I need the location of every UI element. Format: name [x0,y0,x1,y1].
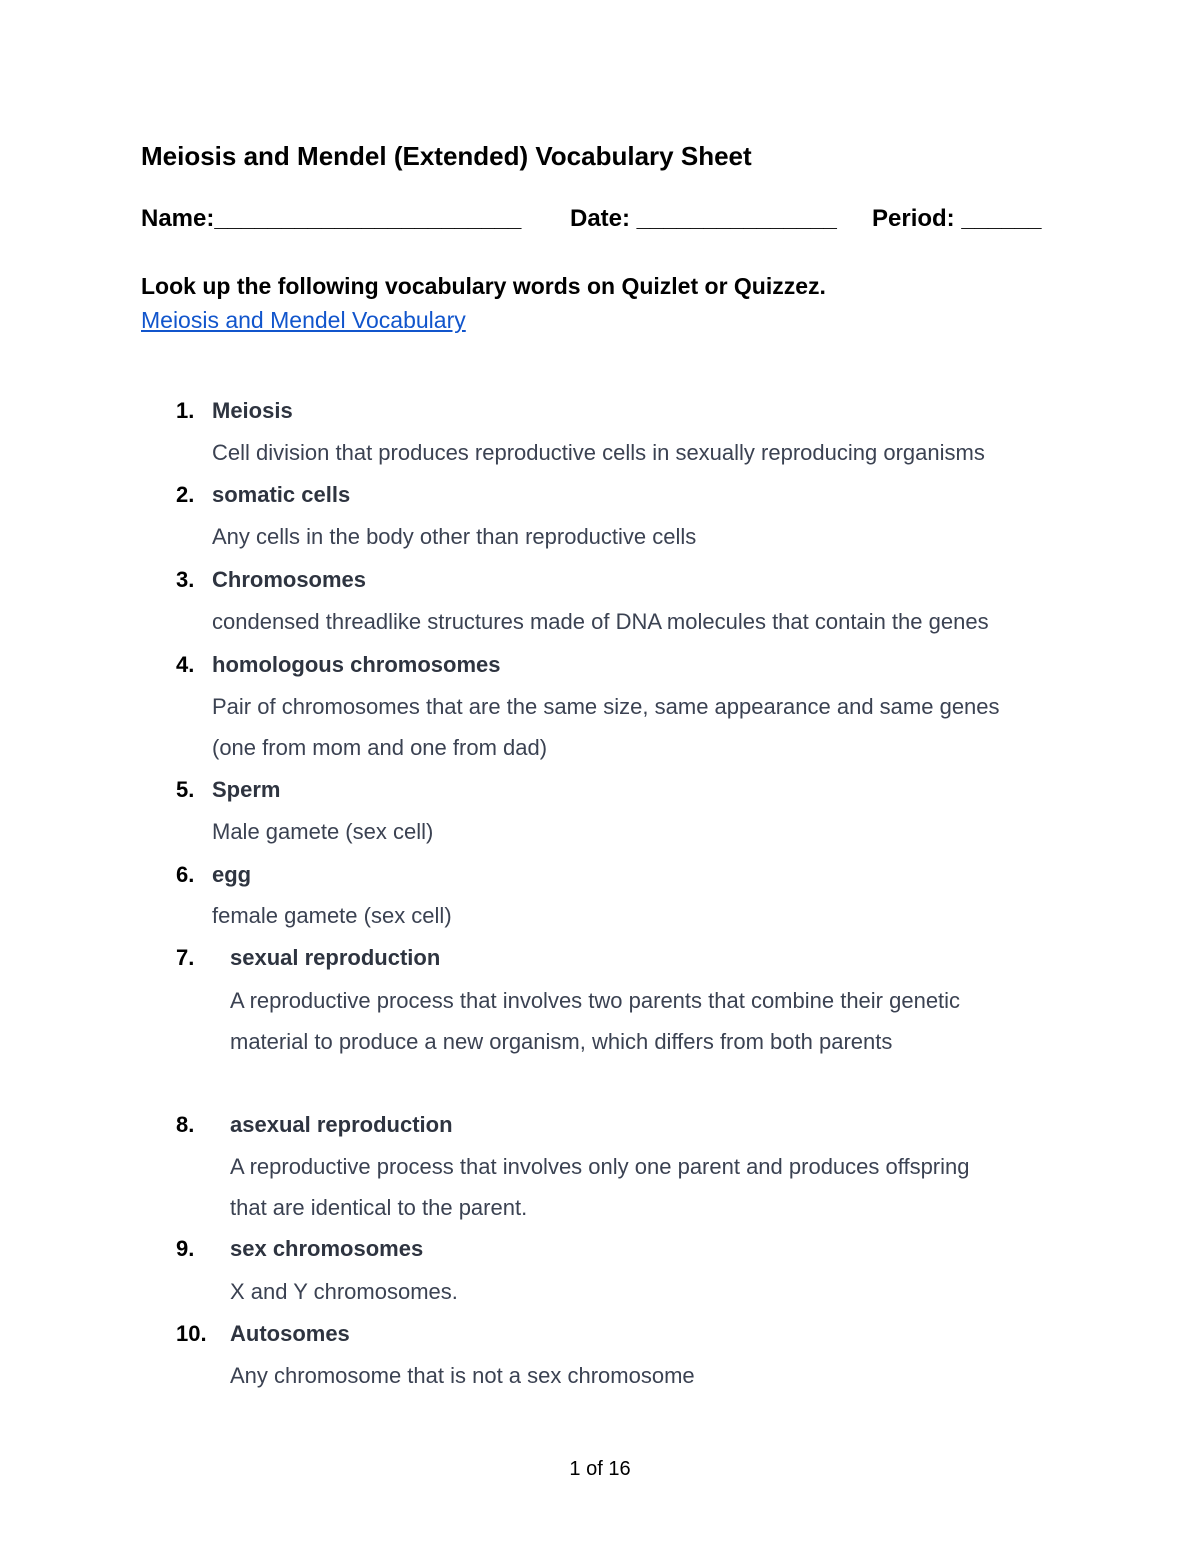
vocab-term: Autosomes [230,1321,350,1346]
vocab-definition: A reproductive process that involves two parents that combine their genetic [230,988,961,1013]
vocab-term: Chromosomes [212,567,367,592]
page-title: Meiosis and Mendel (Extended) Vocabulary Sheet [141,141,752,171]
vocab-term: sexual reproduction [230,945,441,970]
entry-number: 6. [176,862,195,887]
vocab-term: asexual reproduction [230,1112,453,1137]
vocab-definition: material to produce a new organism, which differs from both parents [230,1029,893,1054]
entry-number: 9. [176,1236,195,1261]
entry-number: 5. [176,777,195,802]
entry-number: 2. [176,482,195,507]
vocab-definition: Pair of chromosomes that are the same size, same appearance and same genes [212,694,1000,719]
vocab-definition: Any chromosome that is not a sex chromosome [230,1363,695,1388]
entry-number: 1. [176,398,195,423]
entry-number: 7. [176,945,195,970]
vocab-term: somatic cells [212,482,351,507]
instructions-text: Look up the following vocabulary words on Quizlet or Quizzez. [141,273,826,299]
period-field: Period: ______ [872,205,1042,232]
entry-number: 3. [176,567,195,592]
vocab-definition: Cell division that produces reproductive cells in sexually reproducing organisms [212,440,985,465]
vocab-term: Sperm [212,777,281,802]
vocab-term: sex chromosomes [230,1236,424,1261]
vocab-term: egg [212,862,252,887]
vocab-term: Meiosis [212,398,293,423]
name-field: Name:_______________________ [141,205,522,232]
vocab-definition: X and Y chromosomes. [230,1279,458,1304]
vocab-definition: A reproductive process that involves only one parent and produces offspring [230,1154,970,1179]
vocab-definition: Any cells in the body other than reproductive cells [212,524,697,549]
vocab-definition: condensed threadlike structures made of DNA molecules that contain the genes [212,609,989,634]
vocab-definition: female gamete (sex cell) [212,903,452,928]
vocab-definition: that are identical to the parent. [230,1195,528,1220]
vocab-definition: Male gamete (sex cell) [212,819,434,844]
page-indicator: 1 of 16 [569,1458,631,1480]
vocabulary-link[interactable]: Meiosis and Mendel Vocabulary [141,307,466,333]
vocab-definition: (one from mom and one from dad) [212,735,548,760]
entry-number: 10. [176,1321,207,1346]
vocab-term: homologous chromosomes [212,652,501,677]
date-field: Date: _______________ [570,205,837,232]
entry-number: 8. [176,1112,195,1137]
entry-number: 4. [176,652,195,677]
